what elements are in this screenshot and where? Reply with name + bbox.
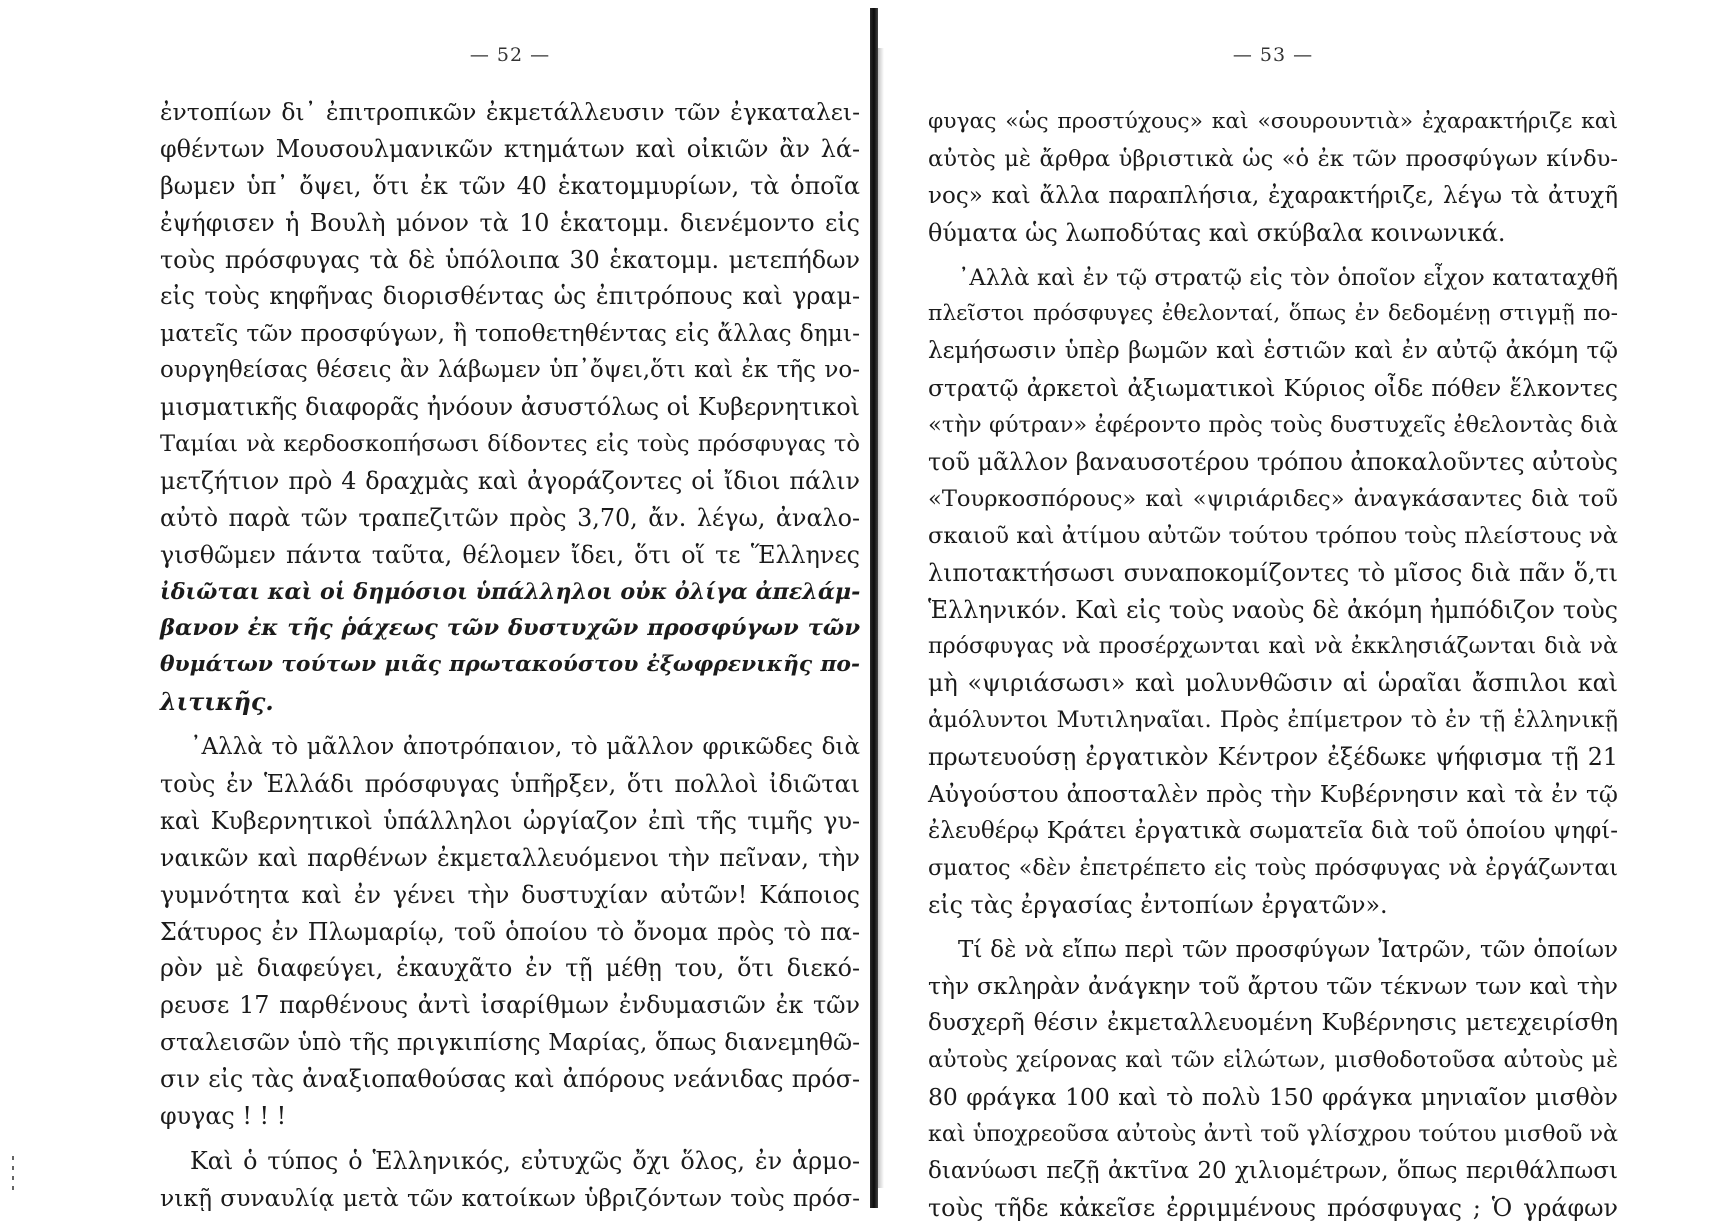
- text-line: ἐψήφισεν ἡ Βουλὴ μόνον τὰ 10 ἑκατομμ. διενέμοντο εἰς: [160, 208, 860, 237]
- text-line: Αὐγούστου ἀποσταλὲν πρὸς τὴν Κυβέρνησιν καὶ τὰ ἐν τῷ: [928, 780, 1618, 809]
- text-line: καὶ Κυβερνητικοὶ ὑπάλληλοι ὠργίαζον ἐπὶ τῆς τιμῆς γυ-: [160, 806, 860, 835]
- text-line: πλεῖστοι πρόσφυγες ἐθελονταί, ὅπως ἐν δεδομένῃ στιγμῇ πο-: [928, 301, 1618, 327]
- page-text: [160, 94, 860, 1217]
- text-line: καὶ ὑποχρεοῦσα αὐτοὺς ἀντὶ τοῦ γλίσχρου τούτου μισθοῦ νὰ: [928, 1121, 1618, 1148]
- text-line: τὴν σκληρὰν ἀνάγκην τοῦ ἄρτου τῶν τέκνων των καὶ τὴν: [928, 972, 1618, 1001]
- scan-margin-marks: [10, 1150, 16, 1210]
- text-line: ρὸν μὲ διαφεύγει, ἐκαυχᾶτο ἐν τῇ μέθῃ του, ὅτι διεκό-: [160, 954, 860, 983]
- text-line: δυσχερῆ θέσιν ἐκμεταλλευομένη Κυβέρνησις μετεχειρίσθη: [928, 1010, 1618, 1037]
- text-line: ἐντοπίων δι᾽ ἐπιτροπικῶν ἐκμετάλλευσιν τῶν ἐγκαταλει-: [160, 98, 860, 126]
- text-line: εἰς τοὺς κηφῆνας διορισθέντας ὡς ἐπιτρόπους καὶ γραμ-: [160, 282, 860, 311]
- text-line: γισθῶμεν πάντα ταῦτα, θέλομεν ἴδει, ὅτι οἵ τε Ἕλληνες: [160, 540, 860, 569]
- text-line: μισματικῆς διαφορᾶς ἠνόουν ἀσυστόλως οἱ Κυβερνητικοὶ: [160, 393, 860, 422]
- text-line: ἀμόλυντοι Μυτιληναῖαι. Πρὸς ἐπίμετρον τὸ ἐν τῇ ἑλληνικῇ: [928, 707, 1618, 734]
- text-line: θυμάτων τούτων μιᾶς πρωτακούστου ἐξωφρενικῆς πο-: [160, 652, 860, 678]
- binding-shadow: [870, 8, 878, 1208]
- text-line: στρατῷ ἀρκετοὶ ἀξιωματικοὶ Κύριος οἶδε πόθεν ἕλκοντες: [928, 374, 1618, 403]
- text-line: πρωτευούσῃ ἐργατικὸν Κέντρον ἐξέδωκε ψήφισμα τῇ 21: [928, 743, 1618, 772]
- text-line: λιποτακτήσωσι συναποκομίζοντες τὸ μῖσος διὰ πᾶν ὅ,τι: [928, 558, 1618, 587]
- text-line: ἰδιῶται καὶ οἱ δημόσιοι ὑπάλληλοι οὐκ ὀλίγα ἀπελάμ-: [160, 578, 861, 605]
- paragraph-gap: [160, 721, 860, 729]
- text-line: πρόσφυγας νὰ προσέρχωνται καὶ νὰ ἐκκλησιάζωνται διὰ νὰ: [928, 633, 1618, 660]
- text-line: γυμνότητα καὶ ἐν γένει τὴν δυστυχίαν αὐτῶν! Κάποιος: [160, 880, 860, 909]
- page-edge: [878, 48, 884, 1188]
- left-page: [160, 0, 860, 1225]
- text-line: λεμήσωσιν ὑπὲρ βωμῶν καὶ ἑστιῶν καὶ ἐν αὐτῷ ἀκόμη τῷ: [928, 338, 1618, 365]
- text-line: ναικῶν καὶ παρθένων ἐκμεταλλευόμενοι τὴν πεῖναν, τὴν: [160, 843, 860, 872]
- text-line: ᾽Αλλὰ τὸ μᾶλλον ἀποτρόπαιον, τὸ μᾶλλον φρικῶδες διὰ: [190, 734, 860, 761]
- text-line: αὐτοὺς χείρονας καὶ τῶν εἱλώτων, μισθοδοτοῦσα αὐτοὺς μὲ: [928, 1047, 1618, 1074]
- text-line: Καὶ ὁ τύπος ὁ Ἑλληνικός, εὐτυχῶς ὄχι ὅλος, ἐν ἁρμο-: [190, 1146, 860, 1175]
- text-line: φυγας «ὡς προστύχους» καὶ «σουρουντιὰ» ἐχαρακτήριζε καὶ: [928, 109, 1618, 134]
- text-line: νος» καὶ ἄλλα παραπλήσια, ἐχαρακτήριζε, λέγω τὰ ἀτυχῆ: [928, 182, 1618, 209]
- page-number: — 52 —: [469, 44, 551, 66]
- right-page: [928, 0, 1618, 1225]
- text-line: φθέντων Μουσουλμανικῶν κτημάτων καὶ οἰκιῶν ἂν λά-: [160, 134, 860, 163]
- text-line: ρευσε 17 παρθένους ἀντὶ ἰσαρίθμων ἐνδυμασιῶν ἐκ τῶν: [160, 991, 860, 1020]
- paragraph-gap: [928, 924, 1618, 932]
- text-line: βανον ἐκ τῆς ῥάχεως τῶν δυστυχῶν προσφύγων τῶν: [160, 615, 860, 642]
- text-line: αὐτὸς μὲ ἄρθρα ὑβριστικὰ ὡς «ὁ ἐκ τῶν προσφύγων κίνδυ-: [928, 145, 1618, 172]
- text-line: μὴ «ψιριάσωσι» καὶ μολυνθῶσιν αἱ ὡραῖαι ἄσπιλοι καὶ: [928, 669, 1618, 698]
- text-line: ᾽Αλλὰ καὶ ἐν τῷ στρατῷ εἰς τὸν ὁποῖον εἶχον καταταχθῆ: [958, 264, 1618, 291]
- text-line: Ταμίαι νὰ κερδοσκοπήσωσι δίδοντες εἰς τοὺς πρόσφυγας τὸ: [160, 431, 860, 458]
- paragraph-gap: [928, 252, 1618, 260]
- text-line: λιτικῆς.: [160, 688, 274, 717]
- text-line: Ἑλληνικόν. Καὶ εἰς τοὺς ναοὺς δὲ ἀκόμη ἠμπόδιζον τοὺς: [928, 595, 1618, 624]
- text-line: 80 φράγκα 100 καὶ τὸ πολὺ 150 φράγκα μηνιαῖον μισθὸν: [928, 1083, 1618, 1112]
- text-line: αὐτὸ παρὰ τῶν τραπεζιτῶν πρὸς 3,70, ἄν. λέγω, ἀναλο-: [160, 503, 860, 532]
- text-line: σματος «δὲν ἐπετρέπετο εἰς τοὺς πρόσφυγας νὰ ἐργάζωνται: [928, 854, 1618, 881]
- text-line: θύματα ὡς λωποδύτας καὶ σκύβαλα κοινωνικά.: [928, 218, 1506, 247]
- text-line: σταλεισῶν ὑπὸ τῆς πριγκιπίσης Μαρίας, ὅπως διανεμηθῶ-: [160, 1028, 860, 1057]
- text-line: «τὴν φύτραν» ἐφέροντο πρὸς τοὺς δυστυχεῖς ἐθελοντὰς διὰ: [928, 412, 1618, 439]
- text-line: τοὺς τῆδε κἀκεῖσε ἐρριμμένους πρόσφυγας ; Ὁ γράφων: [928, 1193, 1618, 1222]
- text-line: σκαιοῦ καὶ ἀτίμου αὐτῶν τούτου τρόπου τοὺς πλείστους νὰ: [928, 522, 1618, 549]
- text-line: «Τουρκοσπόρους» καὶ «ψιριάριδες» ἀναγκάσαντες διὰ τοῦ: [928, 485, 1618, 512]
- text-line: ἐλευθέρῳ Κράτει ἐργατικὰ σωματεῖα διὰ τοῦ ὁποίου ψηφί-: [928, 817, 1618, 844]
- text-line: τοῦ μᾶλλον βαναυσοτέρου τρόπου ἀποκαλοῦντες αὐτοὺς: [928, 448, 1618, 477]
- text-line: βωμεν ὑπ᾽ ὄψει, ὅτι ἐκ τῶν 40 ἑκατομμυρίων, τὰ ὁποῖα: [160, 171, 860, 200]
- text-line: ματεῖς τῶν προσφύγων, ἢ τοποθετηθέντας εἰς ἄλλας δημι-: [160, 319, 860, 348]
- text-line: Σάτυρος ἐν Πλωμαρίῳ, τοῦ ὁποίου τὸ ὄνομα πρὸς τὸ πα-: [160, 917, 860, 946]
- text-line: Τί δὲ νὰ εἴπω περὶ τῶν προσφύγων Ἰατρῶν, τῶν ὁποίων: [958, 936, 1618, 963]
- paragraph-gap: [160, 1135, 860, 1143]
- text-line: εἰς τὰς ἐργασίας ἐντοπίων ἐργατῶν».: [928, 890, 1388, 919]
- text-line: τοὺς πρόσφυγας τὰ δὲ ὑπόλοιπα 30 ἑκατομμ. μετεπήδων: [160, 245, 860, 274]
- page-number: — 53 —: [1232, 44, 1314, 66]
- text-line: φυγας ! ! !: [160, 1102, 287, 1131]
- page-text: [928, 104, 1618, 1225]
- text-line: μετζήτιον πρὸ 4 δραχμὰς καὶ ἀγοράζοντες οἱ ἴδιοι πάλιν: [160, 466, 860, 495]
- text-line: νικῇ συναυλίᾳ μετὰ τῶν κατοίκων ὑβριζόντων τοὺς πρόσ-: [160, 1183, 860, 1212]
- text-line: διανύωσι πεζῇ ἀκτῖνα 20 χιλιομέτρων, ὅπως περιθάλπωσι: [928, 1157, 1618, 1184]
- book-gutter: [864, 8, 892, 1208]
- text-line: ουργηθείσας θέσεις ἂν λάβωμεν ὑπ᾽ὄψει,ὅτι καὶ ἐκ τῆς νο-: [160, 357, 860, 384]
- text-line: σιν εἰς τὰς ἀναξιοπαθούσας καὶ ἀπόρους νεάνιδας πρόσ-: [160, 1065, 860, 1094]
- text-line: τοὺς ἐν Ἑλλάδι πρόσφυγας ὑπῆρξεν, ὅτι πολλοὶ ἰδιῶται: [160, 770, 860, 799]
